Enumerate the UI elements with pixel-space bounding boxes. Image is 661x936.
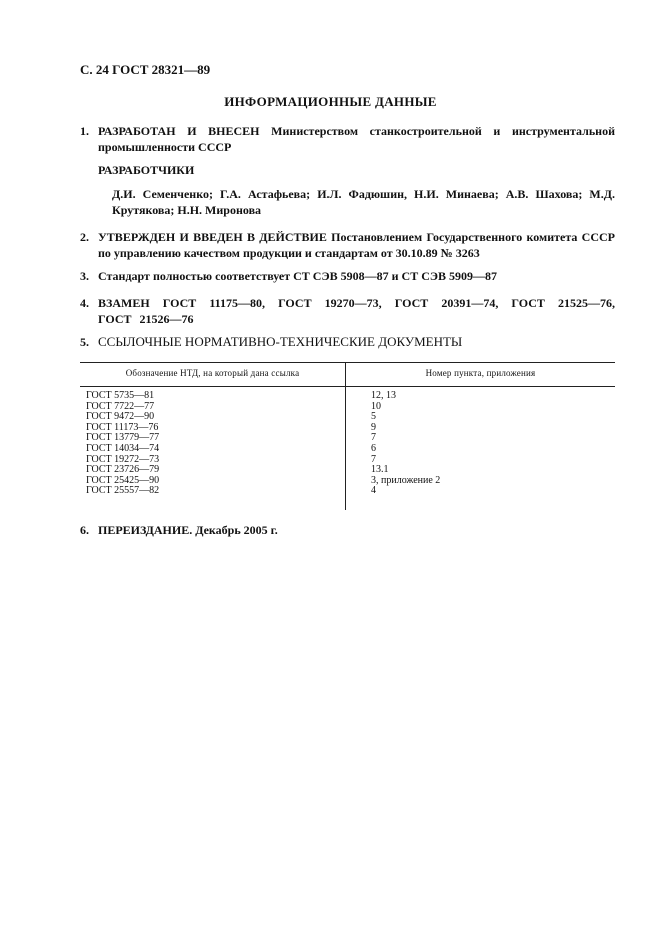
table-row bbox=[80, 444, 615, 455]
table-cell-document: ГОСТ 25557—82 bbox=[86, 485, 160, 497]
table-row bbox=[80, 455, 615, 466]
table-cell-document: ГОСТ 11173—76 bbox=[86, 421, 159, 433]
developers-names: Д.И. Семенченко; Г.А. Астафьева; И.Л. Фадюшин, Н.И. Минаева; А.В. Шахова; М.Д. Крутякова; Н.Н. Миронова bbox=[112, 187, 615, 217]
item-lead: ВЗАМЕН bbox=[98, 296, 150, 310]
item-number: 5. bbox=[80, 335, 89, 349]
item-text: Министерством станкостроительной и инструментальной промышленности СССР bbox=[98, 124, 615, 154]
page-header: С. 24 ГОСТ 28321—89 bbox=[80, 62, 211, 77]
table-cell-document: ГОСТ 25425—90 bbox=[86, 474, 160, 486]
item-text: Постановлением Государственного комитета СССР по управлению качеством продукции и стандартам от 30.10.89 № 3263 bbox=[98, 230, 615, 260]
item-number: 4. bbox=[80, 296, 89, 310]
table-cell-document: ГОСТ 13779—77 bbox=[86, 432, 160, 444]
table-cell-clause: 5 bbox=[371, 411, 376, 423]
table-cell-document: ГОСТ 14034—74 bbox=[86, 442, 160, 454]
table-cell-clause: 3, приложение 2 bbox=[371, 474, 441, 486]
item-number: 3. bbox=[80, 269, 89, 283]
table-cell-clause: 6 bbox=[371, 442, 376, 454]
item-text: ГОСТ 11175—80, ГОСТ 19270—73, ГОСТ 20391—74, ГОСТ 21525—76, ГОСТ 21526—76 bbox=[98, 296, 615, 326]
page-title: ИНФОРМАЦИОННЫЕ ДАННЫЕ bbox=[224, 94, 437, 109]
table-row bbox=[80, 402, 615, 413]
table-cell-document: ГОСТ 5735—81 bbox=[86, 390, 155, 401]
table-cell-clause: 9 bbox=[371, 421, 376, 433]
item-lead: ССЫЛОЧНЫЕ НОРМАТИВНО-ТЕХНИЧЕСКИЕ ДОКУМЕНТЫ bbox=[98, 334, 463, 349]
item-number: 1. bbox=[80, 124, 89, 138]
table-cell-clause: 7 bbox=[371, 432, 376, 444]
table-cell-clause: 12, 13 bbox=[371, 390, 396, 401]
table-cell-document: ГОСТ 7722—77 bbox=[86, 400, 155, 412]
table-cell-document: ГОСТ 19272—73 bbox=[86, 453, 160, 465]
table-row bbox=[80, 423, 615, 434]
table-row bbox=[80, 391, 615, 402]
table-cell-document: ГОСТ 23726—79 bbox=[86, 464, 160, 476]
table-body bbox=[80, 391, 615, 497]
item-4 bbox=[80, 295, 615, 327]
table-cell-clause: 13.1 bbox=[371, 464, 389, 476]
table-row bbox=[80, 412, 615, 423]
table-header-document: Обозначение НТД, на который дана ссылка bbox=[125, 368, 300, 378]
item-1 bbox=[80, 123, 615, 155]
item-text: Стандарт полностью соответствует СТ СЭВ 5908—87 и СТ СЭВ 5909—87 bbox=[98, 269, 498, 283]
table-cell-document: ГОСТ 9472—90 bbox=[86, 411, 155, 423]
item-number: 6. bbox=[80, 523, 89, 537]
table-row bbox=[80, 433, 615, 444]
table-header-clause: Номер пункта, приложения bbox=[425, 368, 536, 378]
table-top-rule bbox=[80, 362, 615, 363]
item-lead: ПЕРЕИЗДАНИЕ. bbox=[98, 523, 193, 537]
item-lead: РАЗРАБОТАН И ВНЕСЕН bbox=[98, 124, 260, 138]
item-text: Декабрь 2005 г. bbox=[192, 523, 278, 537]
table-cell-clause: 7 bbox=[371, 453, 376, 465]
item-lead: УТВЕРЖДЕН И ВВЕДЕН В ДЕЙСТВИЕ bbox=[98, 230, 327, 244]
table-row bbox=[80, 486, 615, 497]
table-cell-clause: 4 bbox=[371, 485, 376, 497]
table-row bbox=[80, 476, 615, 487]
item-number: 2. bbox=[80, 230, 89, 244]
item-6 bbox=[80, 522, 615, 538]
developers-heading: РАЗРАБОТЧИКИ bbox=[98, 163, 195, 177]
item-2 bbox=[80, 229, 615, 261]
table-row bbox=[80, 465, 615, 476]
item-5 bbox=[80, 334, 615, 350]
table-cell-clause: 10 bbox=[371, 400, 381, 412]
table-header-rule bbox=[80, 386, 615, 387]
item-3 bbox=[80, 268, 615, 284]
